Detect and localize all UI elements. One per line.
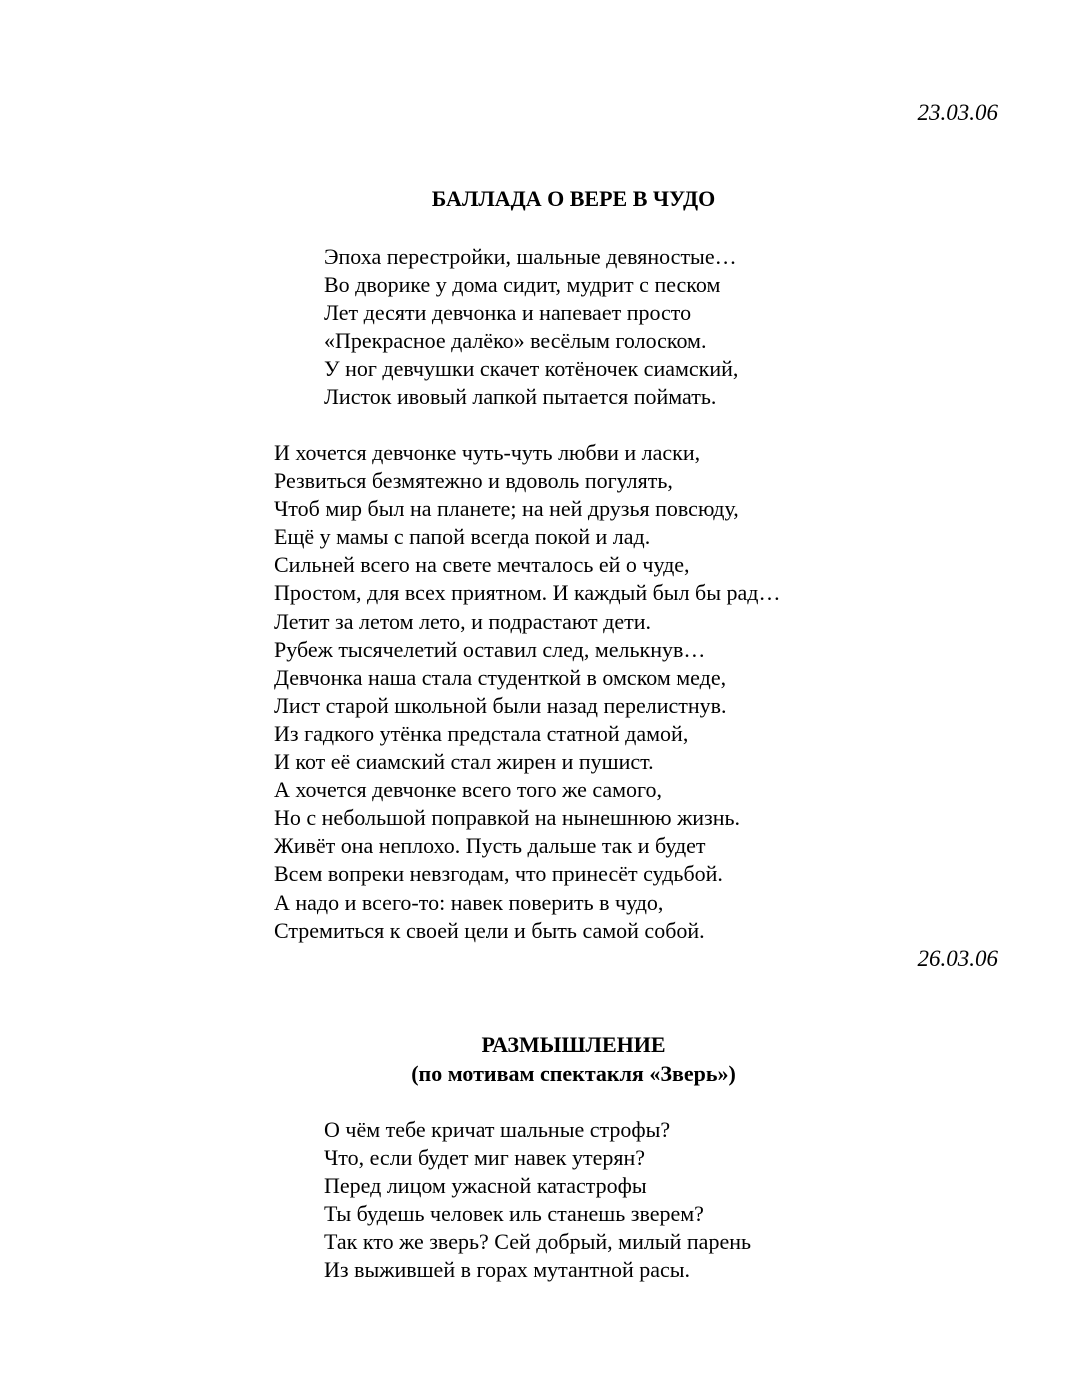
poem-line: Ещё у мамы с папой всегда покой и лад. [274,524,651,550]
poem-line: Из выжившей в горах мутантной расы. [324,1257,691,1283]
poem-line: Лист старой школьной были назад перелистнув. [274,692,727,718]
poem-line: Стремиться к своей цели и быть самой собой. [274,917,705,943]
poem-line: А хочется девчонке всего того же самого, [274,777,663,803]
poem-line: Лет десяти девчонка и напевает просто [324,300,692,326]
poem-line: Простом, для всех приятном. И каждый был бы рад… [274,580,781,606]
poem-line: Всем вопреки невзгодам, что принесёт судьбой. [274,861,723,887]
poem-line: О чём тебе кричат шальные строфы? [324,1117,671,1142]
poem-line: Летит за летом лето, и подрастают дети. [274,608,652,634]
poem-line: И хочется девчонке чуть-чуть любви и ласки, [274,440,701,465]
poem-title-reflection: РАЗМЫШЛЕНИЕ [481,1032,666,1057]
poem-line: А надо и всего-то: навек поверить в чудо, [274,889,664,915]
poem-ballad-stanza-2 [274,439,780,945]
poem-line: Во дворике у дома сидит, мудрит с песком [324,272,721,298]
poem-subtitle-reflection: (по мотивам спектакля «Зверь») [411,1061,736,1086]
poem-line: Эпоха перестройки, шальные девяностые… [324,244,737,269]
date-second: 26.03.06 [917,946,998,971]
poem-line: Чтоб мир был на планете; на ней друзья повсюду, [274,496,739,522]
poem-line: Что, если будет миг навек утерян? [324,1145,645,1171]
poem-line: Перед лицом ужасной катастрофы [324,1173,647,1199]
poem-line: «Прекрасное далёко» весёлым голоском. [324,328,707,354]
poem-line: Резвиться безмятежно и вдоволь погулять, [274,468,673,494]
poem-title-ballad: БАЛЛАДА О ВЕРЕ В ЧУДО [431,186,716,211]
poem-line: Листок ивовый лапкой пытается поймать. [324,384,717,410]
date-first: 23.03.06 [917,100,998,125]
poem-line: Рубеж тысячелетий оставил след, мелькнув… [274,636,706,662]
poem-line: У ног девчушки скачет котёночек сиамский, [324,356,739,382]
poem-line: Ты будешь человек иль станешь зверем? [324,1201,704,1227]
poem-line: Так кто же зверь? Сей добрый, милый парень [324,1229,752,1255]
poem-line: Но с небольшой поправкой на нынешнюю жизнь. [274,805,741,831]
poem-ballad-stanza-1 [324,243,738,412]
poem-line: Сильней всего на свете мечталось ей о чуде, [274,552,690,578]
poem-line: Из гадкого утёнка предстала статной дамой, [274,720,689,746]
poem-line: И кот её сиамский стал жирен и пушист. [274,749,654,775]
poem-reflection-stanza-1 [324,1116,751,1285]
poem-line: Живёт она неплохо. Пусть дальше так и будет [274,833,706,859]
poem-line: Девчонка наша стала студенткой в омском меде, [274,664,727,690]
